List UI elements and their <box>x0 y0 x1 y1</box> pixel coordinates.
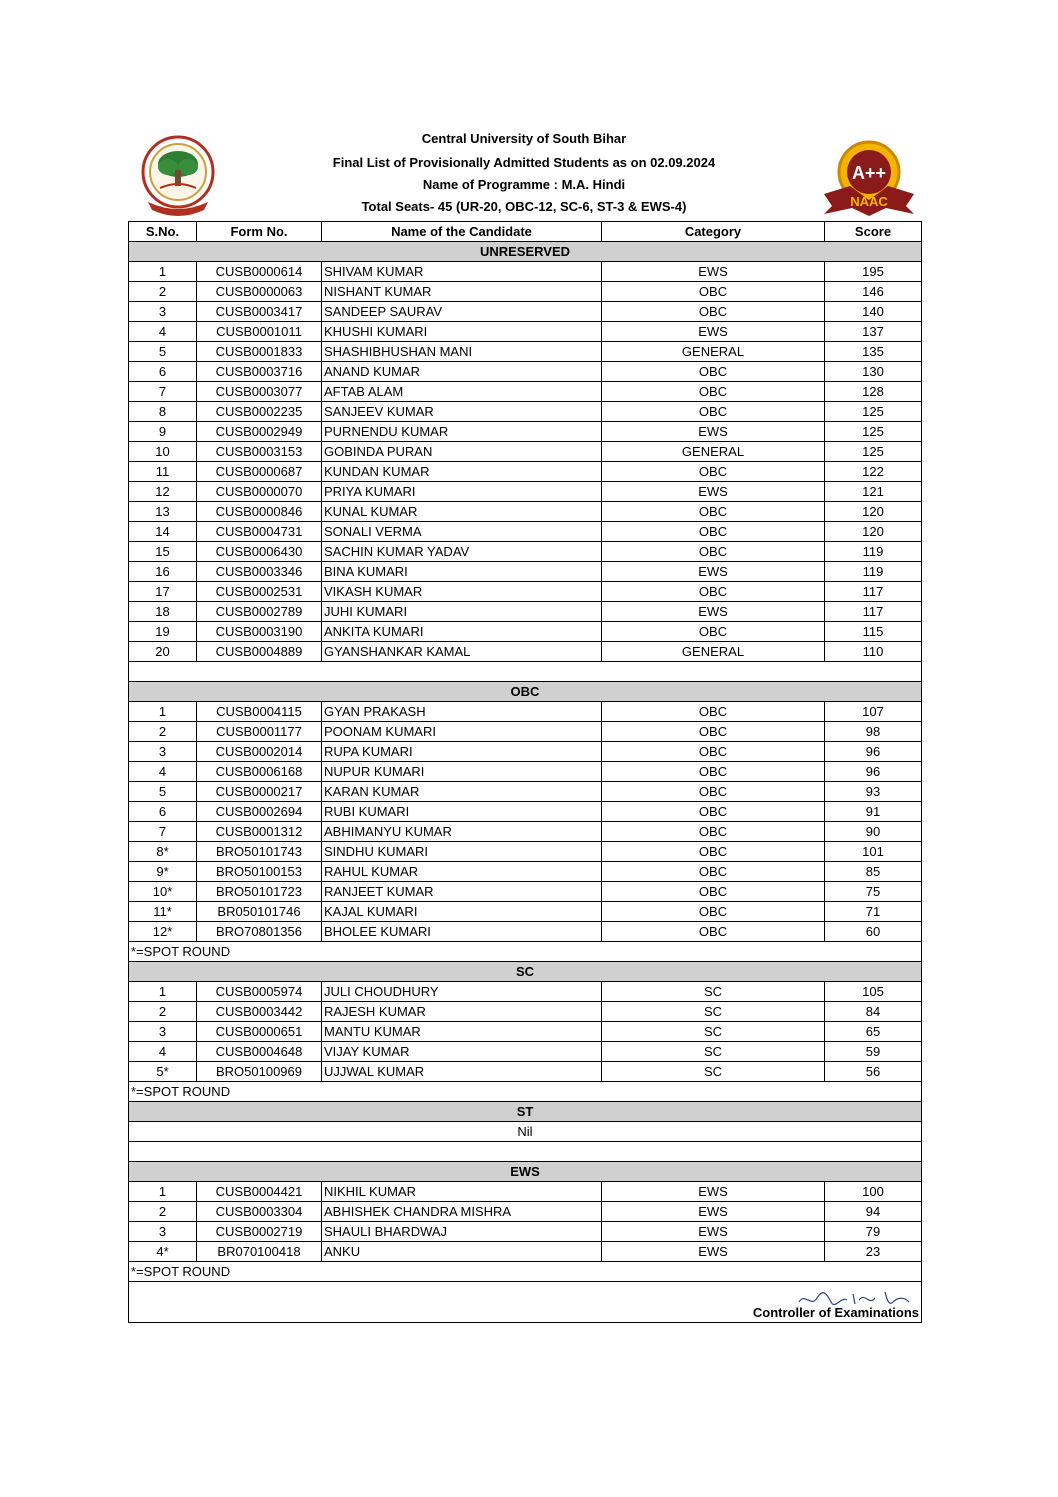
cell-candidate-name: SANDEEP SAURAV <box>322 302 602 322</box>
cell-form-no: CUSB0003190 <box>197 622 322 642</box>
cell-sno: 12 <box>129 482 197 502</box>
cell-category: EWS <box>602 262 825 282</box>
cell-candidate-name: JUHI KUMARI <box>322 602 602 622</box>
cell-category: EWS <box>602 1222 825 1242</box>
table-row <box>129 1002 922 1022</box>
cell-score: 84 <box>825 1002 922 1022</box>
cell-score: 107 <box>825 702 922 722</box>
column-header-score: Score <box>825 222 922 242</box>
cell-form-no: BRO50101723 <box>197 882 322 902</box>
cell-form-no: CUSB0003417 <box>197 302 322 322</box>
table-row <box>129 862 922 882</box>
cell-candidate-name: SACHIN KUMAR YADAV <box>322 542 602 562</box>
nil-row <box>129 1122 922 1142</box>
cell-candidate-name: KAJAL KUMARI <box>322 902 602 922</box>
spacer-row <box>129 662 922 682</box>
cell-form-no: CUSB0002014 <box>197 742 322 762</box>
table-row <box>129 302 922 322</box>
section-header-row <box>129 962 922 982</box>
cell-category: OBC <box>602 882 825 902</box>
admission-table <box>128 221 922 1323</box>
cell-candidate-name: KARAN KUMAR <box>322 782 602 802</box>
cell-form-no: CUSB0003442 <box>197 1002 322 1022</box>
cell-category: GENERAL <box>602 642 825 662</box>
cell-category: OBC <box>602 522 825 542</box>
cell-sno: 1 <box>129 702 197 722</box>
table-row <box>129 762 922 782</box>
cell-form-no: CUSB0001011 <box>197 322 322 342</box>
cell-score: 120 <box>825 522 922 542</box>
cell-category: SC <box>602 1042 825 1062</box>
cell-candidate-name: ANKU <box>322 1242 602 1262</box>
cell-candidate-name: SONALI VERMA <box>322 522 602 542</box>
cell-form-no: CUSB0002949 <box>197 422 322 442</box>
cell-category: OBC <box>602 382 825 402</box>
cell-candidate-name: JULI CHOUDHURY <box>322 982 602 1002</box>
cell-sno: 3 <box>129 1222 197 1242</box>
cell-sno: 8* <box>129 842 197 862</box>
table-row <box>129 462 922 482</box>
cell-form-no: CUSB0000070 <box>197 482 322 502</box>
cell-form-no: CUSB0000217 <box>197 782 322 802</box>
spacer-cell <box>129 662 922 682</box>
cell-score: 110 <box>825 642 922 662</box>
section-title: OBC <box>129 682 922 702</box>
cell-form-no: BR050101746 <box>197 902 322 922</box>
cell-sno: 2 <box>129 722 197 742</box>
cell-category: SC <box>602 1022 825 1042</box>
cell-score: 128 <box>825 382 922 402</box>
column-header-sno: S.No. <box>129 222 197 242</box>
spot-round-note-row <box>129 942 922 962</box>
cell-category: OBC <box>602 822 825 842</box>
cell-sno: 4 <box>129 322 197 342</box>
spot-round-note-row <box>129 1082 922 1102</box>
spot-round-note: *=SPOT ROUND <box>129 942 922 962</box>
cell-form-no: CUSB0002531 <box>197 582 322 602</box>
table-row <box>129 1182 922 1202</box>
cell-category: OBC <box>602 302 825 322</box>
cell-form-no: BRO50100969 <box>197 1062 322 1082</box>
cell-candidate-name: NUPUR KUMARI <box>322 762 602 782</box>
cell-score: 125 <box>825 402 922 422</box>
list-title: Final List of Provisionally Admitted Students as on 02.09.2024 <box>332 155 716 170</box>
spot-round-note: *=SPOT ROUND <box>129 1082 922 1102</box>
cell-sno: 10* <box>129 882 197 902</box>
cell-form-no: CUSB0000063 <box>197 282 322 302</box>
cell-score: 117 <box>825 602 922 622</box>
table-row <box>129 742 922 762</box>
cell-category: OBC <box>602 862 825 882</box>
cell-candidate-name: RUPA KUMARI <box>322 742 602 762</box>
university-logo-icon <box>138 134 218 218</box>
cell-score: 119 <box>825 542 922 562</box>
cell-category: OBC <box>602 742 825 762</box>
cell-candidate-name: POONAM KUMARI <box>322 722 602 742</box>
table-row <box>129 322 922 342</box>
cell-score: 93 <box>825 782 922 802</box>
cell-category: OBC <box>602 402 825 422</box>
cell-sno: 3 <box>129 302 197 322</box>
naac-label: NAAC <box>850 194 888 209</box>
cell-form-no: CUSB0003153 <box>197 442 322 462</box>
cell-candidate-name: GYANSHANKAR KAMAL <box>322 642 602 662</box>
table-row <box>129 262 922 282</box>
table-row <box>129 1222 922 1242</box>
cell-score: 130 <box>825 362 922 382</box>
cell-candidate-name: ANAND KUMAR <box>322 362 602 382</box>
cell-category: OBC <box>602 782 825 802</box>
cell-category: OBC <box>602 622 825 642</box>
cell-candidate-name: SHAULI BHARDWAJ <box>322 1222 602 1242</box>
cell-form-no: CUSB0000687 <box>197 462 322 482</box>
section-header-row <box>129 242 922 262</box>
cell-sno: 15 <box>129 542 197 562</box>
table-row <box>129 842 922 862</box>
cell-form-no: BR070100418 <box>197 1242 322 1262</box>
cell-score: 137 <box>825 322 922 342</box>
cell-candidate-name: UJJWAL KUMAR <box>322 1062 602 1082</box>
cell-score: 96 <box>825 762 922 782</box>
cell-sno: 6 <box>129 802 197 822</box>
spacer-row <box>129 1142 922 1162</box>
cell-score: 100 <box>825 1182 922 1202</box>
cell-score: 65 <box>825 1022 922 1042</box>
cell-category: EWS <box>602 562 825 582</box>
cell-category: OBC <box>602 842 825 862</box>
table-header-row <box>129 222 922 242</box>
cell-score: 125 <box>825 422 922 442</box>
table-row <box>129 702 922 722</box>
cell-candidate-name: RUBI KUMARI <box>322 802 602 822</box>
cell-candidate-name: ANKITA KUMARI <box>322 622 602 642</box>
cell-category: EWS <box>602 482 825 502</box>
cell-sno: 5* <box>129 1062 197 1082</box>
cell-candidate-name: GYAN PRAKASH <box>322 702 602 722</box>
cell-category: OBC <box>602 462 825 482</box>
section-title: SC <box>129 962 922 982</box>
controller-of-examinations: Controller of Examinations <box>752 1305 919 1320</box>
cell-score: 146 <box>825 282 922 302</box>
cell-score: 23 <box>825 1242 922 1262</box>
cell-category: OBC <box>602 762 825 782</box>
cell-candidate-name: BINA KUMARI <box>322 562 602 582</box>
column-header-category: Category <box>602 222 825 242</box>
cell-score: 56 <box>825 1062 922 1082</box>
cell-sno: 18 <box>129 602 197 622</box>
cell-score: 125 <box>825 442 922 462</box>
cell-sno: 2 <box>129 1002 197 1022</box>
table-row <box>129 522 922 542</box>
cell-candidate-name: RAHUL KUMAR <box>322 862 602 882</box>
cell-form-no: CUSB0002719 <box>197 1222 322 1242</box>
cell-candidate-name: ABHISHEK CHANDRA MISHRA <box>322 1202 602 1222</box>
cell-candidate-name: RANJEET KUMAR <box>322 882 602 902</box>
table-row <box>129 602 922 622</box>
cell-category: GENERAL <box>602 442 825 462</box>
section-header-row <box>129 682 922 702</box>
cell-candidate-name: SHASHIBHUSHAN MANI <box>322 342 602 362</box>
cell-sno: 10 <box>129 442 197 462</box>
cell-form-no: CUSB0004889 <box>197 642 322 662</box>
cell-form-no: CUSB0001177 <box>197 722 322 742</box>
cell-candidate-name: RAJESH KUMAR <box>322 1002 602 1022</box>
cell-category: OBC <box>602 362 825 382</box>
column-header-form-no: Form No. <box>197 222 322 242</box>
cell-sno: 3 <box>129 1022 197 1042</box>
cell-score: 121 <box>825 482 922 502</box>
cell-candidate-name: PRIYA KUMARI <box>322 482 602 502</box>
cell-sno: 9* <box>129 862 197 882</box>
cell-sno: 20 <box>129 642 197 662</box>
cell-category: EWS <box>602 322 825 342</box>
cell-candidate-name: NISHANT KUMAR <box>322 282 602 302</box>
cell-sno: 2 <box>129 282 197 302</box>
cell-sno: 6 <box>129 362 197 382</box>
table-row <box>129 482 922 502</box>
table-row <box>129 422 922 442</box>
cell-form-no: CUSB0004115 <box>197 702 322 722</box>
section-header-row <box>129 1162 922 1182</box>
cell-sno: 1 <box>129 262 197 282</box>
cell-score: 75 <box>825 882 922 902</box>
cell-candidate-name: SANJEEV KUMAR <box>322 402 602 422</box>
cell-sno: 17 <box>129 582 197 602</box>
cell-candidate-name: NIKHIL KUMAR <box>322 1182 602 1202</box>
cell-category: EWS <box>602 1242 825 1262</box>
cell-score: 60 <box>825 922 922 942</box>
cell-sno: 4* <box>129 1242 197 1262</box>
cell-category: GENERAL <box>602 342 825 362</box>
university-name: Central University of South Bihar <box>421 131 627 146</box>
cell-candidate-name: SHIVAM KUMAR <box>322 262 602 282</box>
cell-candidate-name: AFTAB ALAM <box>322 382 602 402</box>
cell-score: 85 <box>825 862 922 882</box>
cell-score: 98 <box>825 722 922 742</box>
naac-logo-icon <box>820 134 918 220</box>
cell-category: EWS <box>602 1182 825 1202</box>
cell-sno: 7 <box>129 822 197 842</box>
cell-category: EWS <box>602 602 825 622</box>
cell-score: 94 <box>825 1202 922 1222</box>
cell-category: EWS <box>602 422 825 442</box>
table-row <box>129 442 922 462</box>
cell-form-no: CUSB0004421 <box>197 1182 322 1202</box>
cell-form-no: CUSB0003346 <box>197 562 322 582</box>
table-row <box>129 382 922 402</box>
cell-form-no: CUSB0003716 <box>197 362 322 382</box>
cell-score: 122 <box>825 462 922 482</box>
table-row <box>129 362 922 382</box>
cell-form-no: CUSB0000651 <box>197 1022 322 1042</box>
signature-cell <box>129 1282 922 1323</box>
table-row <box>129 582 922 602</box>
section-title: UNRESERVED <box>129 242 922 262</box>
cell-form-no: CUSB0002235 <box>197 402 322 422</box>
cell-candidate-name: ABHIMANYU KUMAR <box>322 822 602 842</box>
naac-grade: A++ <box>851 163 887 183</box>
cell-score: 105 <box>825 982 922 1002</box>
cell-form-no: CUSB0005974 <box>197 982 322 1002</box>
cell-category: OBC <box>602 282 825 302</box>
table-row <box>129 402 922 422</box>
cell-score: 195 <box>825 262 922 282</box>
cell-candidate-name: MANTU KUMAR <box>322 1022 602 1042</box>
cell-candidate-name: BHOLEE KUMARI <box>322 922 602 942</box>
column-header-name: Name of the Candidate <box>322 222 602 242</box>
cell-category: SC <box>602 1002 825 1022</box>
cell-sno: 11 <box>129 462 197 482</box>
table-body <box>129 242 922 1282</box>
table-row <box>129 1062 922 1082</box>
cell-form-no: CUSB0003077 <box>197 382 322 402</box>
cell-score: 90 <box>825 822 922 842</box>
cell-score: 59 <box>825 1042 922 1062</box>
table-row <box>129 802 922 822</box>
cell-candidate-name: KHUSHI KUMARI <box>322 322 602 342</box>
cell-sno: 5 <box>129 782 197 802</box>
cell-score: 115 <box>825 622 922 642</box>
cell-category: OBC <box>602 702 825 722</box>
cell-sno: 7 <box>129 382 197 402</box>
cell-sno: 5 <box>129 342 197 362</box>
cell-candidate-name: KUNAL KUMAR <box>322 502 602 522</box>
table-row <box>129 902 922 922</box>
cell-sno: 1 <box>129 1182 197 1202</box>
cell-form-no: CUSB0002789 <box>197 602 322 622</box>
table-row <box>129 642 922 662</box>
cell-score: 79 <box>825 1222 922 1242</box>
cell-candidate-name: VIJAY KUMAR <box>322 1042 602 1062</box>
table-row <box>129 822 922 842</box>
table-row <box>129 542 922 562</box>
cell-candidate-name: SINDHU KUMARI <box>322 842 602 862</box>
cell-category: OBC <box>602 502 825 522</box>
table-row <box>129 622 922 642</box>
cell-score: 119 <box>825 562 922 582</box>
cell-sno: 1 <box>129 982 197 1002</box>
cell-form-no: CUSB0006430 <box>197 542 322 562</box>
cell-sno: 13 <box>129 502 197 522</box>
cell-sno: 4 <box>129 762 197 782</box>
table-row <box>129 1202 922 1222</box>
section-title: EWS <box>129 1162 922 1182</box>
cell-score: 91 <box>825 802 922 822</box>
section-title: ST <box>129 1102 922 1122</box>
cell-score: 135 <box>825 342 922 362</box>
cell-score: 120 <box>825 502 922 522</box>
cell-category: OBC <box>602 542 825 562</box>
cell-sno: 11* <box>129 902 197 922</box>
cell-sno: 9 <box>129 422 197 442</box>
cell-candidate-name: VIKASH KUMAR <box>322 582 602 602</box>
cell-form-no: CUSB0004731 <box>197 522 322 542</box>
spacer-cell <box>129 1142 922 1162</box>
cell-form-no: CUSB0004648 <box>197 1042 322 1062</box>
cell-category: OBC <box>602 722 825 742</box>
cell-category: OBC <box>602 902 825 922</box>
cell-candidate-name: PURNENDU KUMAR <box>322 422 602 442</box>
section-header-row <box>129 1102 922 1122</box>
cell-form-no: BRO50100153 <box>197 862 322 882</box>
cell-score: 140 <box>825 302 922 322</box>
cell-sno: 12* <box>129 922 197 942</box>
cell-score: 117 <box>825 582 922 602</box>
cell-score: 96 <box>825 742 922 762</box>
table-row <box>129 502 922 522</box>
cell-sno: 16 <box>129 562 197 582</box>
cell-sno: 2 <box>129 1202 197 1222</box>
table-row <box>129 922 922 942</box>
table-row <box>129 562 922 582</box>
table-row <box>129 722 922 742</box>
cell-form-no: BRO70801356 <box>197 922 322 942</box>
cell-form-no: CUSB0003304 <box>197 1202 322 1222</box>
table-row <box>129 882 922 902</box>
cell-form-no: CUSB0001312 <box>197 822 322 842</box>
table-row <box>129 342 922 362</box>
programme-name: Name of Programme : M.A. Hindi <box>422 177 626 192</box>
total-seats: Total Seats- 45 (UR-20, OBC-12, SC-6, ST-3 & EWS-4) <box>361 199 687 214</box>
table-row <box>129 1022 922 1042</box>
table-row <box>129 1042 922 1062</box>
spot-round-note: *=SPOT ROUND <box>129 1262 922 1282</box>
cell-candidate-name: GOBINDA PURAN <box>322 442 602 462</box>
cell-form-no: CUSB0000614 <box>197 262 322 282</box>
spot-round-note-row <box>129 1262 922 1282</box>
signature-row <box>129 1282 922 1323</box>
table-row <box>129 282 922 302</box>
cell-form-no: BRO50101743 <box>197 842 322 862</box>
cell-sno: 3 <box>129 742 197 762</box>
cell-score: 101 <box>825 842 922 862</box>
table-row <box>129 1242 922 1262</box>
table-row <box>129 982 922 1002</box>
cell-category: OBC <box>602 802 825 822</box>
nil-text: Nil <box>129 1122 922 1142</box>
cell-form-no: CUSB0006168 <box>197 762 322 782</box>
cell-category: OBC <box>602 582 825 602</box>
cell-sno: 8 <box>129 402 197 422</box>
cell-category: EWS <box>602 1202 825 1222</box>
cell-form-no: CUSB0000846 <box>197 502 322 522</box>
cell-score: 71 <box>825 902 922 922</box>
cell-candidate-name: KUNDAN KUMAR <box>322 462 602 482</box>
handwritten-signature-icon <box>795 1286 915 1312</box>
cell-sno: 19 <box>129 622 197 642</box>
document-header <box>128 128 920 218</box>
cell-category: SC <box>602 982 825 1002</box>
cell-form-no: CUSB0001833 <box>197 342 322 362</box>
cell-category: OBC <box>602 922 825 942</box>
cell-sno: 4 <box>129 1042 197 1062</box>
cell-form-no: CUSB0002694 <box>197 802 322 822</box>
table-row <box>129 782 922 802</box>
cell-category: SC <box>602 1062 825 1082</box>
cell-sno: 14 <box>129 522 197 542</box>
